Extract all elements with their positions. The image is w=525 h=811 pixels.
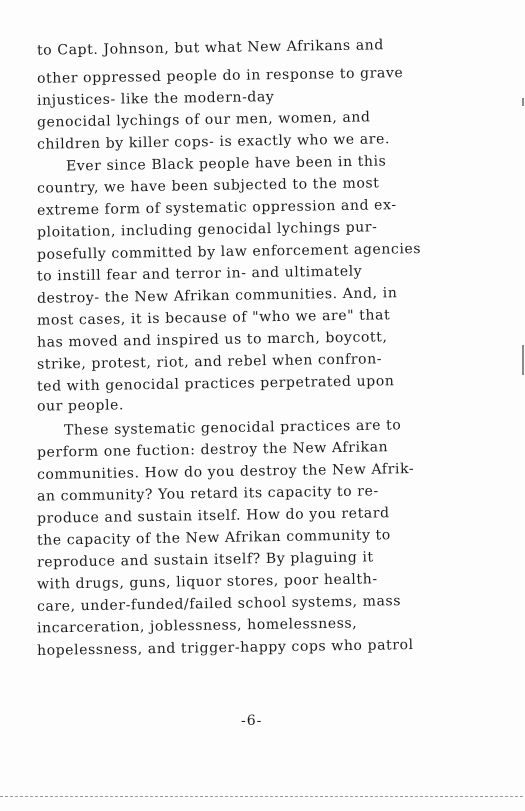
text-line: posefully committed by law enforcement agencies: [36, 240, 422, 264]
text-line: country, we have been subjected to the most: [36, 175, 380, 197]
text-line: most cases, it is because of "who we are" that: [36, 307, 391, 329]
text-line: an community? You retard its capacity to re-: [36, 483, 379, 505]
text-line: our people.: [36, 397, 125, 415]
text-line: communities. How do you destroy the New Afrik-: [36, 461, 415, 483]
text-line: These systematic genocidal practices are to: [63, 417, 402, 439]
text-line: with drugs, guns, liquor stores, poor health-: [36, 571, 378, 593]
text-line: hopelessness, and trigger-happy cops who patrol: [36, 637, 414, 659]
text-line: genocidal lychings of our men, women, and: [36, 109, 371, 131]
page-number: -6-: [241, 713, 263, 729]
text-line: care, under-funded/failed school systems, mass: [36, 593, 402, 615]
text-line: incarceration, joblessness, homelessness,: [36, 615, 358, 637]
text-line: extreme form of systematic oppression and ex-: [36, 197, 397, 219]
text-line: the capacity of the New Afrikan community to: [36, 527, 391, 549]
scan-edge-mark: [522, 345, 524, 375]
text-line: destroy- the New Afrikan communities. And, in: [36, 285, 398, 307]
text-line: ploitation, including genocidal lychings pur-: [36, 219, 378, 241]
text-line: ted with genocidal practices perpetrated upon: [36, 373, 395, 395]
text-line: strike, protest, riot, and rebel when confron-: [36, 351, 383, 373]
text-line: reproduce and sustain itself? By plaguing it: [36, 549, 374, 571]
scan-edge-mark: [522, 98, 524, 106]
text-line: to instill fear and terror in- and ultimately: [36, 263, 363, 285]
text-line: produce and sustain itself. How do you retard: [36, 505, 390, 527]
scan-bottom-edge: [0, 796, 525, 797]
text-line: injustices- like the modern-day: [36, 89, 275, 109]
text-line: other oppressed people do in response to grave: [36, 65, 404, 87]
text-line: children by killer cops- is exactly who we are.: [36, 131, 391, 153]
text-line: to Capt. Johnson, but what New Afrikans and: [36, 37, 385, 59]
text-line: has moved and inspired us to march, boycott,: [36, 329, 388, 351]
text-line: Ever since Black people have been in this: [65, 153, 387, 175]
text-line: perform one fuction: destroy the New Afrikan: [36, 439, 389, 461]
